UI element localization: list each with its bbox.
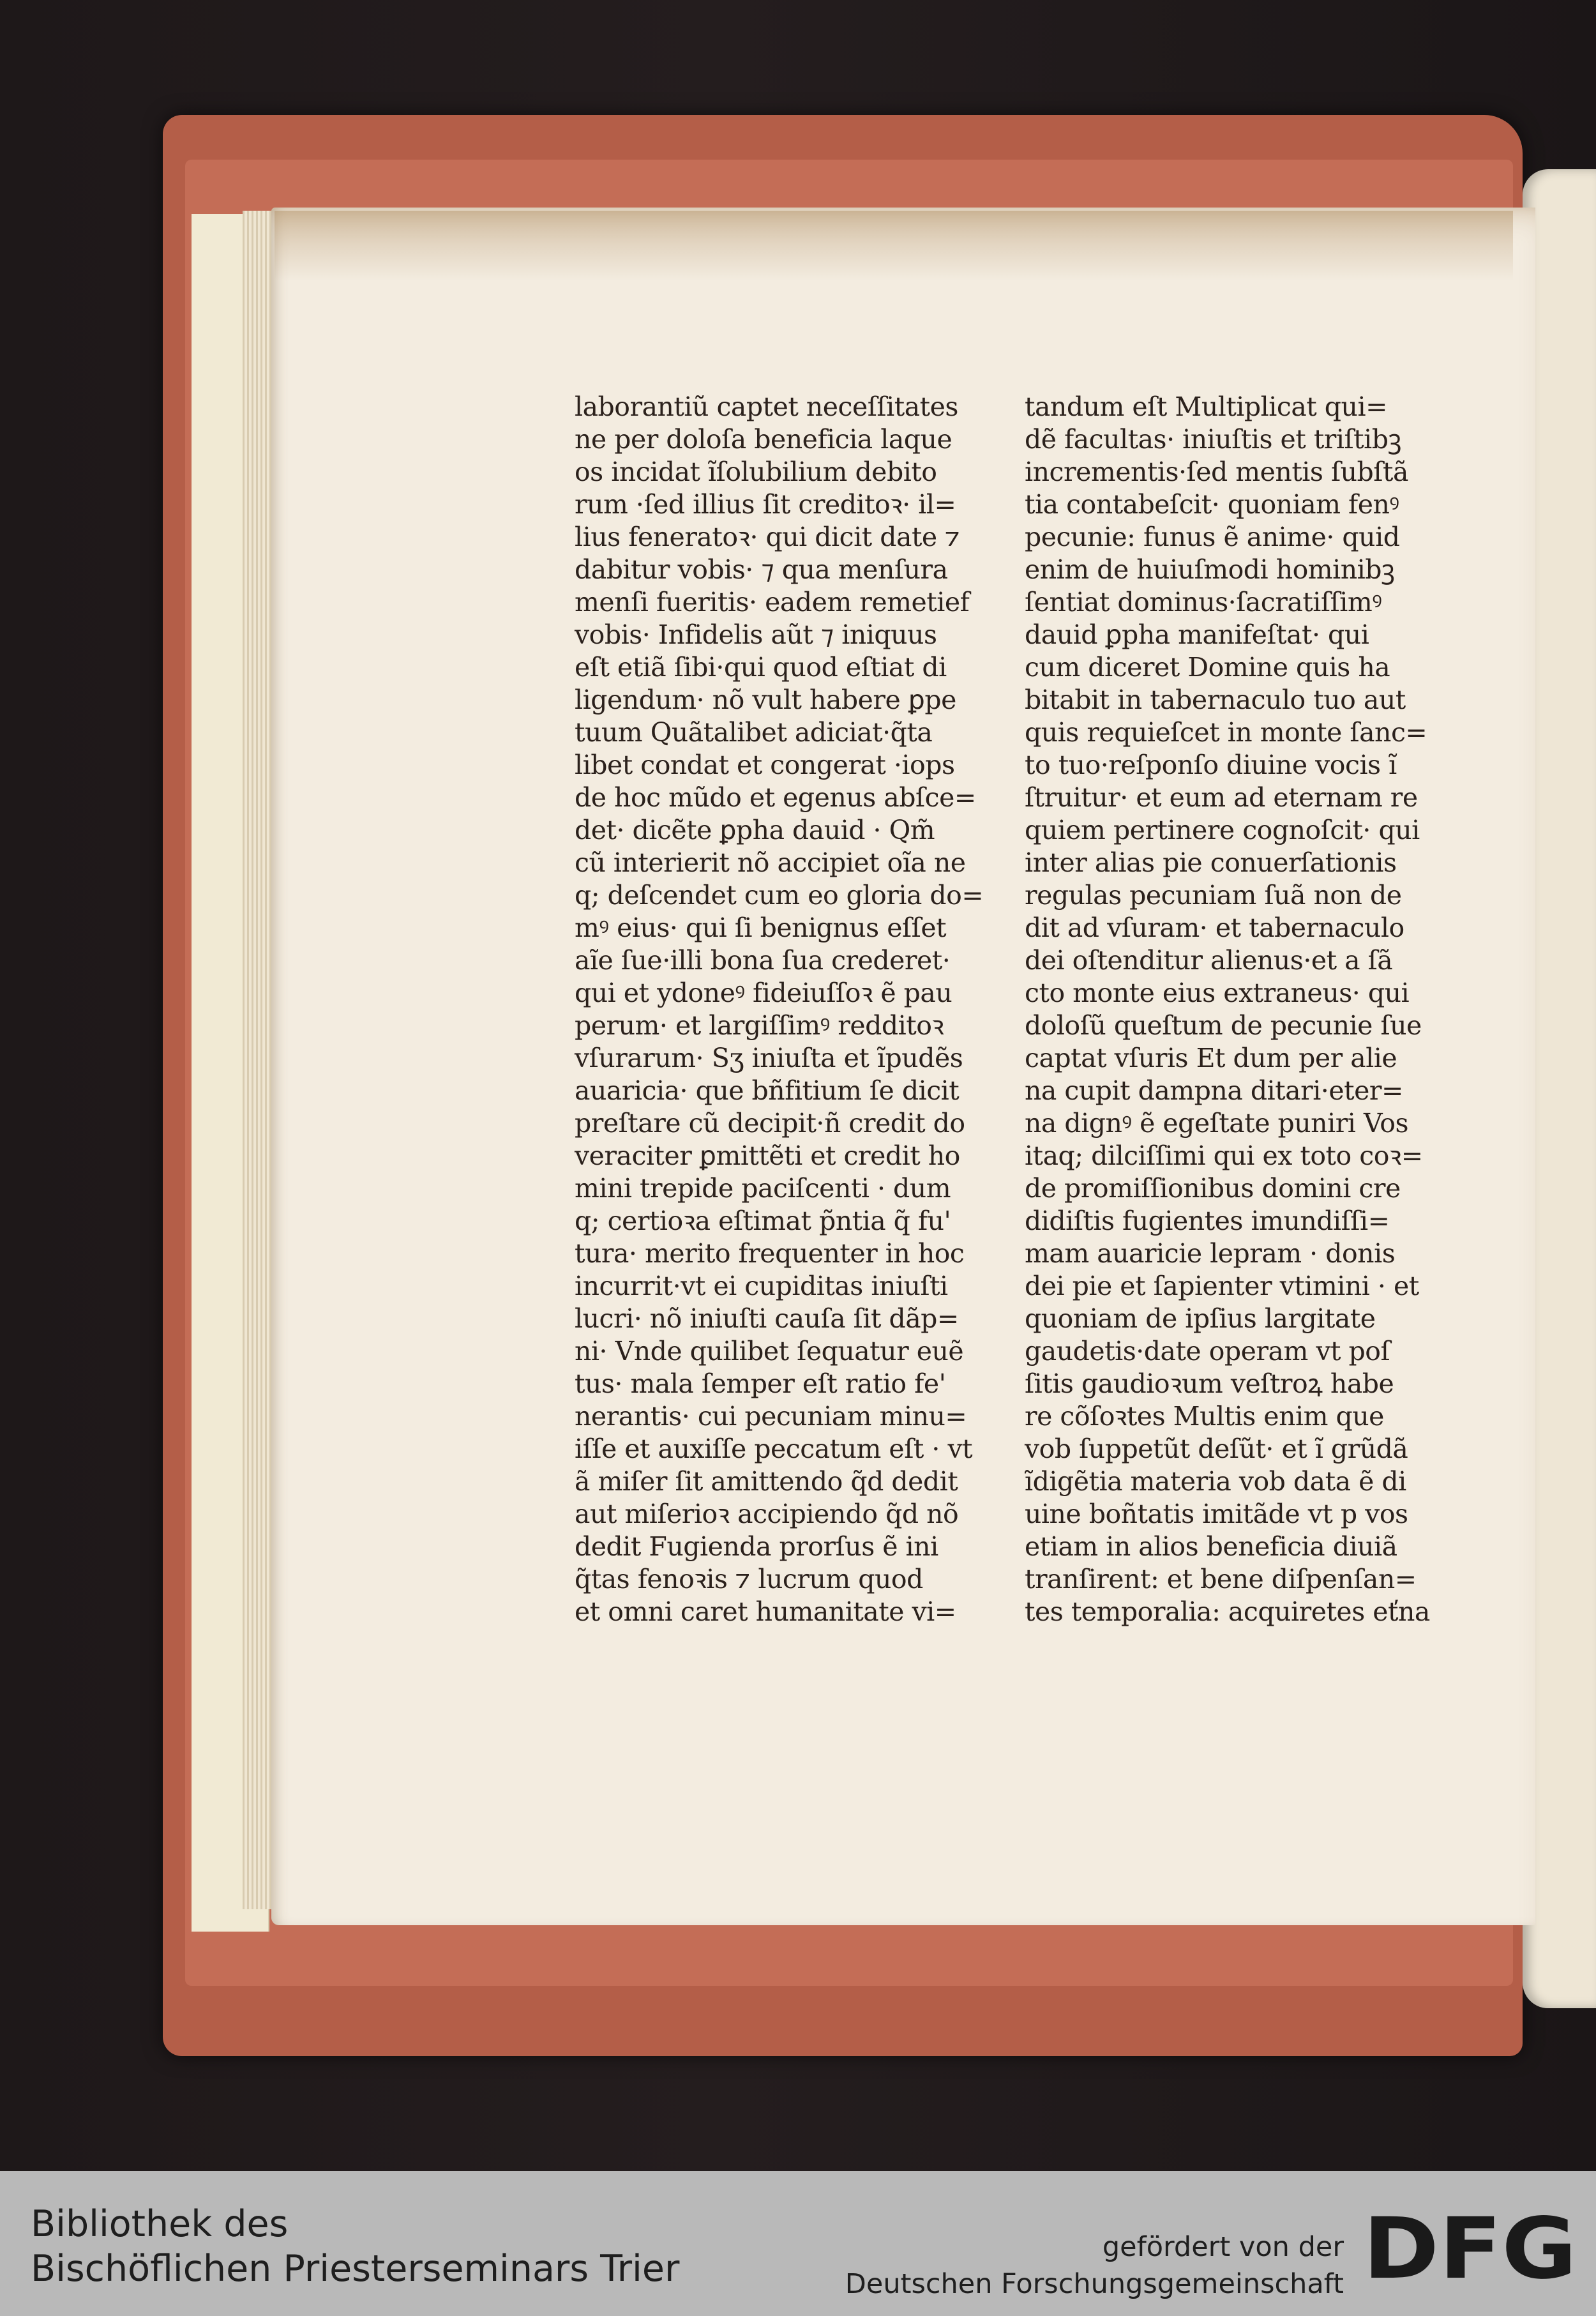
text-line: ſentiat dominus·ſacratiſſimꝰ: [1025, 587, 1382, 617]
library-name: [31, 2202, 679, 2291]
text-line: eſt etiã ſibi·qui quod eſtiat di: [575, 652, 947, 683]
text-line: incrementis·ſed mentis ſubſtã: [1025, 457, 1408, 487]
text-line: ſtruitur· et eum ad eternam re: [1025, 782, 1418, 813]
text-line: captat vſuris Et dum per alie: [1025, 1043, 1397, 1073]
text-line: ligendum· nõ vult habere ꝑpe: [575, 685, 956, 715]
text-line: mꝰ eius· qui ſi benignus eſſet: [575, 912, 947, 943]
text-line: vſurarum· Sʒ iniuſta et ĩpudẽs: [575, 1043, 963, 1073]
text-line: didiſtis fugientes imundiſſi=: [1025, 1206, 1390, 1236]
dfg-logo: [1363, 2206, 1580, 2286]
text-line: enim de huiuſmodi hominibꝫ: [1025, 554, 1395, 585]
text-line: ne per doloſa beneficia laque: [575, 424, 952, 455]
text-line: dedit Fugienda prorſus ẽ ini: [575, 1531, 938, 1562]
left-text-column: [575, 391, 984, 1628]
funding-line-2: Deutschen Forschungsgemeinschaft: [845, 2268, 1344, 2300]
text-line: rum ·ſed illius ſit creditoꝛ· il=: [575, 489, 956, 520]
text-line: de promiſſionibus domini cre: [1025, 1173, 1401, 1204]
text-line: pecunie: funus ẽ anime· quid: [1025, 522, 1400, 552]
text-line: libet condat et congerat ·iops: [575, 750, 955, 780]
text-line: vobis· Infidelis aũt ⁊ iniquus: [575, 619, 937, 650]
text-line: mam auaricie lepram · donis: [1025, 1238, 1396, 1269]
text-line: dẽ facultas· iniuſtis et triſtibꝫ: [1025, 424, 1401, 455]
text-line: preſtare cũ decipit·ñ credit do: [575, 1108, 965, 1139]
text-line: tranſirent: et bene diſpenſan=: [1025, 1564, 1417, 1594]
text-line: itaq; dilciſſimi qui ex toto coꝛ=: [1025, 1140, 1423, 1171]
funding-line-1: gefördert von der: [1102, 2231, 1344, 2263]
dfg-logo-text: DFG: [1363, 2206, 1577, 2286]
text-line: menſi fueritis· eadem remetief: [575, 587, 970, 617]
library-line-2: Bischöflichen Priesterseminars Trier: [31, 2248, 680, 2290]
text-line: veraciter ꝑmittẽti et credit ho: [575, 1140, 960, 1171]
text-line: os incidat ĩſolubilium debito: [575, 457, 937, 487]
text-line: bitabit in tabernaculo tuo aut: [1025, 685, 1406, 715]
text-line: de hoc mũdo et egenus abſce=: [575, 782, 976, 813]
right-text-column: [1025, 391, 1430, 1628]
text-line: inter alias pie conuerſationis: [1025, 847, 1397, 878]
text-line: tuum Quãtalibet adiciat·q̃ta: [575, 717, 933, 748]
text-line: cto monte eius extraneus· qui: [1025, 978, 1410, 1008]
text-line: dei oſtenditur alienus·et a ſã: [1025, 945, 1393, 976]
page-water-stain: [275, 211, 1513, 281]
text-line: quiem pertinere cognoſcit· qui: [1025, 815, 1420, 845]
text-line: etiam in alios beneficia diuiã: [1025, 1531, 1397, 1562]
text-line: doloſũ queſtum de pecunie ſue: [1025, 1010, 1422, 1041]
text-line: incurrit·vt ei cupiditas iniuſti: [575, 1271, 948, 1301]
text-line: re cõſoꝛtes Multis enim que: [1025, 1401, 1384, 1432]
text-line: iſſe et auxiſſe peccatum eſt · vt: [575, 1434, 973, 1464]
text-line: regulas pecuniam ſuã non de: [1025, 880, 1402, 911]
text-line: perum· et largiſſimꝰ redditoꝛ: [575, 1010, 944, 1041]
text-line: vob ſuppetũt deſũt· et ĩ grũdã: [1025, 1434, 1408, 1464]
text-line: aĩe ſue·illi bona ſua crederet·: [575, 945, 951, 976]
text-line: na cupit dampna ditari·eter=: [1025, 1075, 1403, 1106]
text-line: q̃tas fenoꝛis ⁊ lucrum quod: [575, 1564, 923, 1594]
text-line: qui et ydoneꝰ fideiuſſoꝛ ẽ pau: [575, 978, 952, 1008]
text-line: dabitur vobis· ⁊ qua menſura: [575, 554, 948, 585]
text-line: uine boñtatis imitãde vt p vos: [1025, 1499, 1408, 1529]
funding-notice: [845, 2229, 1344, 2303]
text-line: nerantis· cui pecuniam minu=: [575, 1401, 967, 1432]
text-line: laborantiũ captet neceſſitates: [575, 391, 958, 422]
text-line: quoniam de ipſius largitate: [1025, 1303, 1376, 1334]
text-line: et omni caret humanitate vi=: [575, 1596, 956, 1627]
text-line: to tuo·reſponſo diuine vocis ĩ: [1025, 750, 1397, 780]
text-line: na dignꝰ ẽ egeſtate puniri Vos: [1025, 1108, 1409, 1139]
text-line: quis requieſcet in monte ſanc=: [1025, 717, 1427, 748]
text-line: tes temporalia: acquiretes eťna: [1025, 1596, 1430, 1627]
text-line: dit ad vſuram· et tabernaculo: [1025, 912, 1404, 943]
text-line: aut miſerioꝛ accipiendo q̃d nõ: [575, 1499, 959, 1529]
text-line: ſitis gaudioꝛum veſtroꝝ habe: [1025, 1368, 1394, 1399]
text-line: q; certioꝛa eſtimat p̃ntia q̃ fu': [575, 1206, 951, 1236]
text-line: cum diceret Domine quis ha: [1025, 652, 1390, 683]
text-line: cũ interierit nõ accipiet oĩa ne: [575, 847, 966, 878]
text-line: tia contabeſcit· quoniam fenꝰ: [1025, 489, 1399, 520]
text-line: dei pie et ſapienter vtimini · et: [1025, 1271, 1419, 1301]
text-line: det· dicẽte ꝑpha dauid · Qm̃: [575, 815, 935, 845]
text-line: gaudetis·date operam vt poſ: [1025, 1336, 1390, 1366]
text-line: lucri· nõ iniuſti cauſa ſit dãp=: [575, 1303, 959, 1334]
library-line-1: Bibliothek des: [31, 2203, 289, 2245]
text-line: tandum eſt Multiplicat qui=: [1025, 391, 1387, 422]
text-line: q; deſcendet cum eo gloria do=: [575, 880, 984, 911]
text-line: ĩdigẽtia materia vob data ẽ di: [1025, 1466, 1406, 1497]
text-line: tus· mala ſemper eſt ratio fe': [575, 1368, 946, 1399]
text-line: auaricia· que bñfitium ſe dicit: [575, 1075, 960, 1106]
text-line: mini trepide paciſcenti · dum: [575, 1173, 951, 1204]
text-line: lius feneratoꝛ· qui dicit date ⁊: [575, 522, 960, 552]
text-line: ã miſer ſit amittendo q̃d dedit: [575, 1466, 958, 1497]
text-line: ni· Vnde quilibet ſequatur euẽ: [575, 1336, 964, 1366]
text-line: dauid ꝑpha manifeſtat· qui: [1025, 619, 1369, 650]
text-line: tura· merito frequenter in hoc: [575, 1238, 965, 1269]
